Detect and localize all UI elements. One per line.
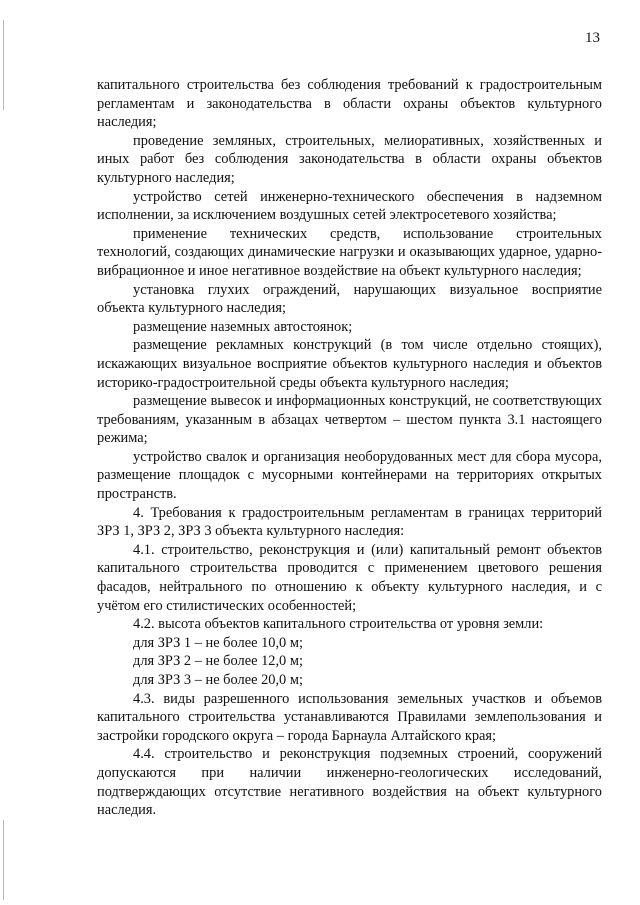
paragraph-7: размещение рекламных конструкций (в том числе отдельно стоящих), искажающих визуальное восприятие объектов культурного наследия и объектов историко-градостроительной среды объекта культурного наследия; — [97, 337, 602, 391]
paragraph-15: для ЗРЗ 3 – не более 20,0 м; — [133, 672, 303, 688]
paragraph-1: капитального строительства без соблюдения требований к градостроительным регламентам и законодательства в области охраны объектов культурного наследия; — [97, 77, 602, 131]
scan-edge-bottom — [3, 820, 4, 900]
paragraph-17: 4.4. строительство и реконструкция подземных строений, сооружений допускаются при наличии инженерно-геологических исследований, подтверждающих отсутствие негативного воздействия на объект культурного наследия. — [97, 746, 602, 819]
page-number: 13 — [585, 30, 600, 46]
paragraph-3: устройство сетей инженерно-технического обеспечения в надземном исполнении, за исключением воздушных сетей электросетевого хозяйства; — [97, 188, 602, 224]
paragraph-10: 4. Требования к градостроительным регламентам в границах территорий ЗРЗ 1, ЗРЗ 2, ЗРЗ 3 объекта культурного наследия: — [97, 504, 602, 540]
paragraph-5: установка глухих ограждений, нарушающих визуальное восприятие объекта культурного наследия; — [97, 281, 602, 317]
paragraph-12: 4.2. высота объектов капитального строительства от уровня земли: — [133, 616, 544, 633]
paragraph-9: устройство свалок и организация необорудованных мест для сбора мусора, размещение площадок с мусорными контейнерами на территориях открытых пространств. — [97, 448, 602, 503]
paragraph-4: применение технических средств, использование строительных технологий, создающих динамические нагрузки и оказывающих ударное, ударно-вибрационное и иное негативное воздействие на объект культурного наследия; — [97, 225, 602, 279]
paragraph-16: 4.3. виды разрешенного использования земельных участков и объемов капитального строительства устанавливаются Правилами землепользования и застройки городского округа – города Барнаула Алтайского края; — [97, 690, 602, 744]
paragraph-6: размещение наземных автостоянок; — [133, 318, 353, 335]
scan-edge-top — [3, 20, 4, 110]
paragraph-2: проведение земляных, строительных, мелиоративных, хозяйственных и иных работ без соблюдения законодательства в области охраны объектов культурного наследия; — [97, 132, 602, 186]
paragraph-13: для ЗРЗ 1 – не более 10,0 м; — [133, 634, 303, 651]
paragraph-8: размещение вывесок и информационных конструкций, не соответствующих требованиям, указанным в абзацах четвертом – шестом пункта 3.1 настоящего режима; — [97, 393, 602, 447]
paragraph-14: для ЗРЗ 2 – не более 12,0 м; — [133, 653, 303, 670]
document-body — [97, 76, 602, 820]
paragraph-11: 4.1. строительство, реконструкция и (или) капитальный ремонт объектов капитального строительства проводится с применением цветового решения фасадов, нейтрального по отношению к объекту культурного наследия, и с учётом его стилистических особенностей; — [97, 541, 602, 614]
